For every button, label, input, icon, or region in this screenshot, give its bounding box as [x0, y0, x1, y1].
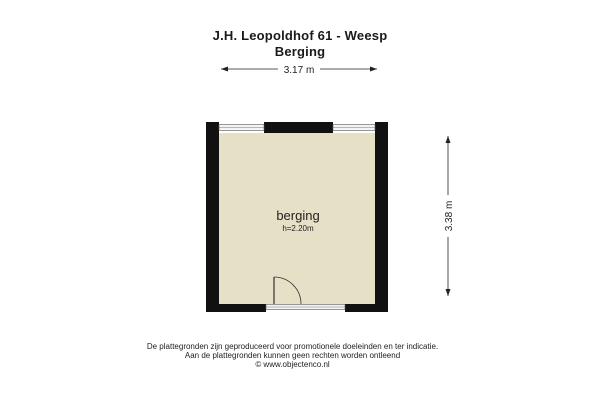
room-name: berging	[276, 208, 320, 223]
plan-floor-title: Berging	[274, 44, 326, 59]
depth-dimension	[441, 136, 455, 296]
bottom-opening	[266, 305, 345, 310]
depth-arrow-top	[446, 136, 451, 143]
room-height: h=2.20m	[282, 224, 314, 233]
copyright-line: © www.objectenco.nl	[255, 360, 330, 369]
width-arrow-right	[370, 67, 377, 72]
depth-arrow-bottom	[446, 289, 451, 296]
window-top-left	[219, 125, 264, 131]
wall-bottom-right	[345, 304, 388, 312]
depth-label: 3.38 m	[444, 200, 455, 232]
width-arrow-left	[221, 67, 228, 72]
width-dimension	[221, 62, 377, 76]
plan-address-title: J.H. Leopoldhof 61 - Weesp	[212, 28, 388, 43]
wall-top-center	[264, 122, 333, 133]
window-top-right	[333, 125, 375, 131]
wall-right	[375, 122, 388, 312]
width-label: 3.17 m	[283, 65, 315, 76]
disclaimer-line-1: De plattegronden zijn geproduceerd voor promotionele doeleinden en ter indicatie.	[146, 342, 439, 351]
wall-left	[206, 122, 219, 312]
disclaimer-line-2: Aan de plattegronden kunnen geen rechten worden ontleend	[184, 351, 401, 360]
wall-bottom-left	[206, 304, 266, 312]
